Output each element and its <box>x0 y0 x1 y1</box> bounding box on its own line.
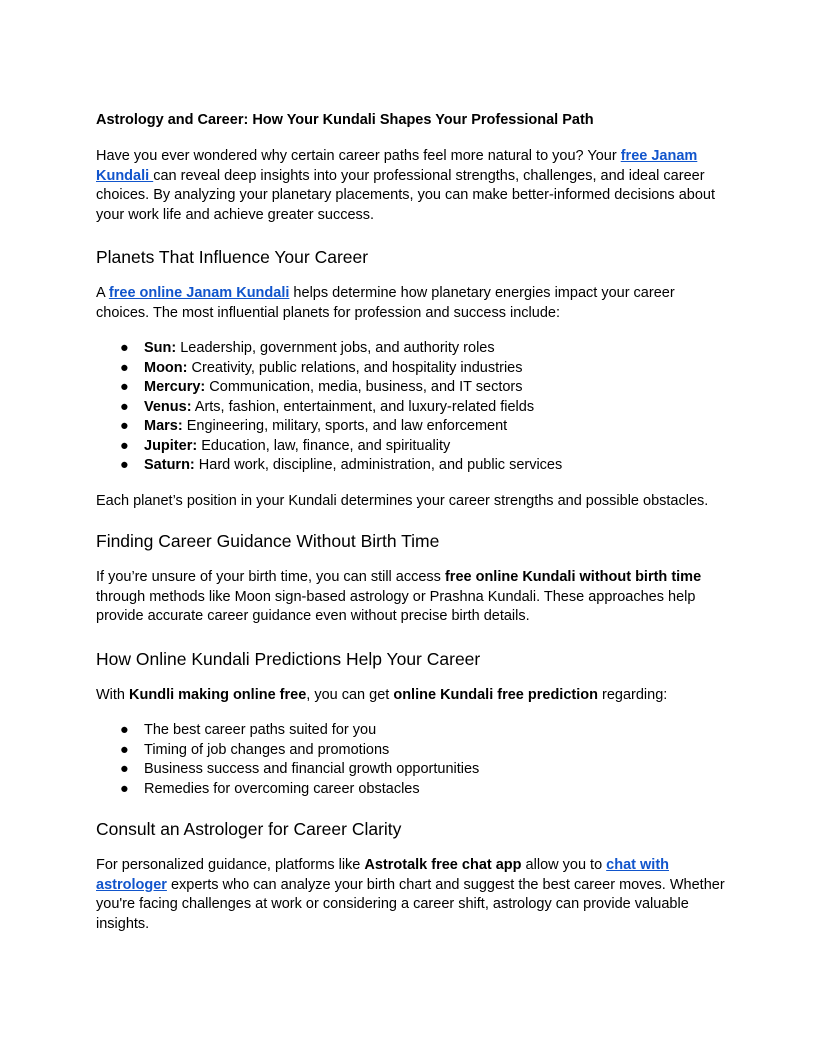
list-item <box>96 417 726 437</box>
planet-name: Jupiter: <box>144 437 198 454</box>
bullet-icon: ● <box>120 761 129 777</box>
planets-heading: Planets That Influence Your Career <box>96 247 369 267</box>
list-item <box>96 741 726 761</box>
planet-desc: Leadership, government jobs, and authority roles <box>176 340 495 356</box>
planets-list <box>96 339 726 476</box>
planet-desc: Arts, fashion, entertainment, and luxury-related fields <box>191 398 535 415</box>
list-item <box>96 456 726 476</box>
list-item-text: Remedies for overcoming career obstacles <box>144 780 420 797</box>
finding-text-after: through methods like Moon sign-based astrology or Prashna Kundali. These approaches help provide accurate career guidance even without precise birth details. <box>96 588 696 624</box>
chat-with-astrologer-link[interactable]: chat with astrologer <box>96 857 670 893</box>
planet-desc: Hard work, discipline, administration, and public services <box>194 457 563 473</box>
finding-text-before: If you’re unsure of your birth time, you can still access <box>96 569 445 585</box>
bullet-icon: ● <box>120 418 129 434</box>
planet-desc: Communication, media, business, and IT sectors <box>205 379 523 395</box>
consult-text-before: For personalized guidance, platforms like <box>96 857 365 873</box>
list-item-text: The best career paths suited for you <box>144 722 377 738</box>
planets-text-before: A <box>96 285 109 301</box>
intro-paragraph <box>96 147 726 225</box>
planet-name: Venus: <box>144 398 192 415</box>
consult-bold-text: Astrotalk free chat app <box>364 857 522 873</box>
bullet-icon: ● <box>120 340 129 356</box>
bullet-icon: ● <box>120 359 129 376</box>
planet-name: Mercury: <box>144 379 206 395</box>
document-page <box>96 110 726 934</box>
consult-heading: Consult an Astrologer for Career Clarity <box>96 819 402 839</box>
list-item-text: Timing of job changes and promotions <box>144 741 390 758</box>
list-item <box>96 398 726 418</box>
consult-text-mid: allow you to <box>521 857 607 873</box>
document-title: Astrology and Career: How Your Kundali Shapes Your Professional Path <box>96 112 594 128</box>
finding-heading: Finding Career Guidance Without Birth Time <box>96 531 440 551</box>
predictions-paragraph <box>96 686 726 706</box>
predictions-text-mid: , you can get <box>306 686 394 703</box>
list-item <box>96 437 726 457</box>
planet-desc: Creativity, public relations, and hospitality industries <box>187 359 523 376</box>
planet-name: Sun: <box>144 340 177 356</box>
list-item <box>96 760 726 780</box>
planets-paragraph <box>96 284 726 323</box>
predictions-bold-2: online Kundali free prediction <box>393 686 598 703</box>
planet-name: Moon: <box>144 359 188 376</box>
list-item <box>96 339 726 359</box>
predictions-heading: How Online Kundali Predictions Help Your Career <box>96 648 481 669</box>
planet-name: Saturn: <box>144 457 195 473</box>
finding-paragraph <box>96 568 726 627</box>
planets-text-after: helps determine how planetary energies impact your career choices. The most influential planets for profession and success include: <box>96 285 675 321</box>
consult-paragraph <box>96 856 726 934</box>
bullet-icon: ● <box>120 379 129 395</box>
free-janam-kundali-link[interactable]: free Janam Kundali <box>96 148 698 184</box>
list-item <box>96 780 726 800</box>
list-item <box>96 359 726 379</box>
bullet-icon: ● <box>120 457 129 473</box>
consult-text-after: experts who can analyze your birth chart and suggest the best career moves. Whether you're facing challenges at work or considering a career shift, astrology can provide valuable insights. <box>96 876 725 932</box>
bullet-icon: ● <box>120 722 129 738</box>
intro-text-before: Have you ever wondered why certain career paths feel more natural to you? Your <box>96 148 621 164</box>
planet-name: Mars: <box>144 418 183 434</box>
bullet-icon: ● <box>120 437 129 454</box>
list-item <box>96 721 726 741</box>
planet-desc: Education, law, finance, and spirituality <box>197 437 451 454</box>
predictions-bold-1: Kundli making online free <box>129 686 307 703</box>
bullet-icon: ● <box>120 780 129 797</box>
free-online-janam-kundali-link[interactable]: free online Janam Kundali <box>108 285 290 301</box>
bullet-icon: ● <box>120 741 129 758</box>
list-item <box>96 378 726 398</box>
predictions-text-before: With <box>96 686 130 703</box>
predictions-list <box>96 721 726 799</box>
list-item-text: Business success and financial growth opportunities <box>144 761 480 777</box>
finding-bold-text: free online Kundali without birth time <box>444 569 702 585</box>
planets-closing-paragraph: Each planet’s position in your Kundali determines your career strengths and possible obstacles. <box>96 492 709 509</box>
planet-desc: Engineering, military, sports, and law enforcement <box>182 418 508 434</box>
predictions-text-after: regarding: <box>597 686 668 703</box>
bullet-icon: ● <box>120 398 129 415</box>
intro-text-after: can reveal deep insights into your professional strengths, challenges, and ideal career choices. By analyzing your planetary placements, you can make better-informed decisions about your work life and achieve greater success. <box>96 167 715 223</box>
